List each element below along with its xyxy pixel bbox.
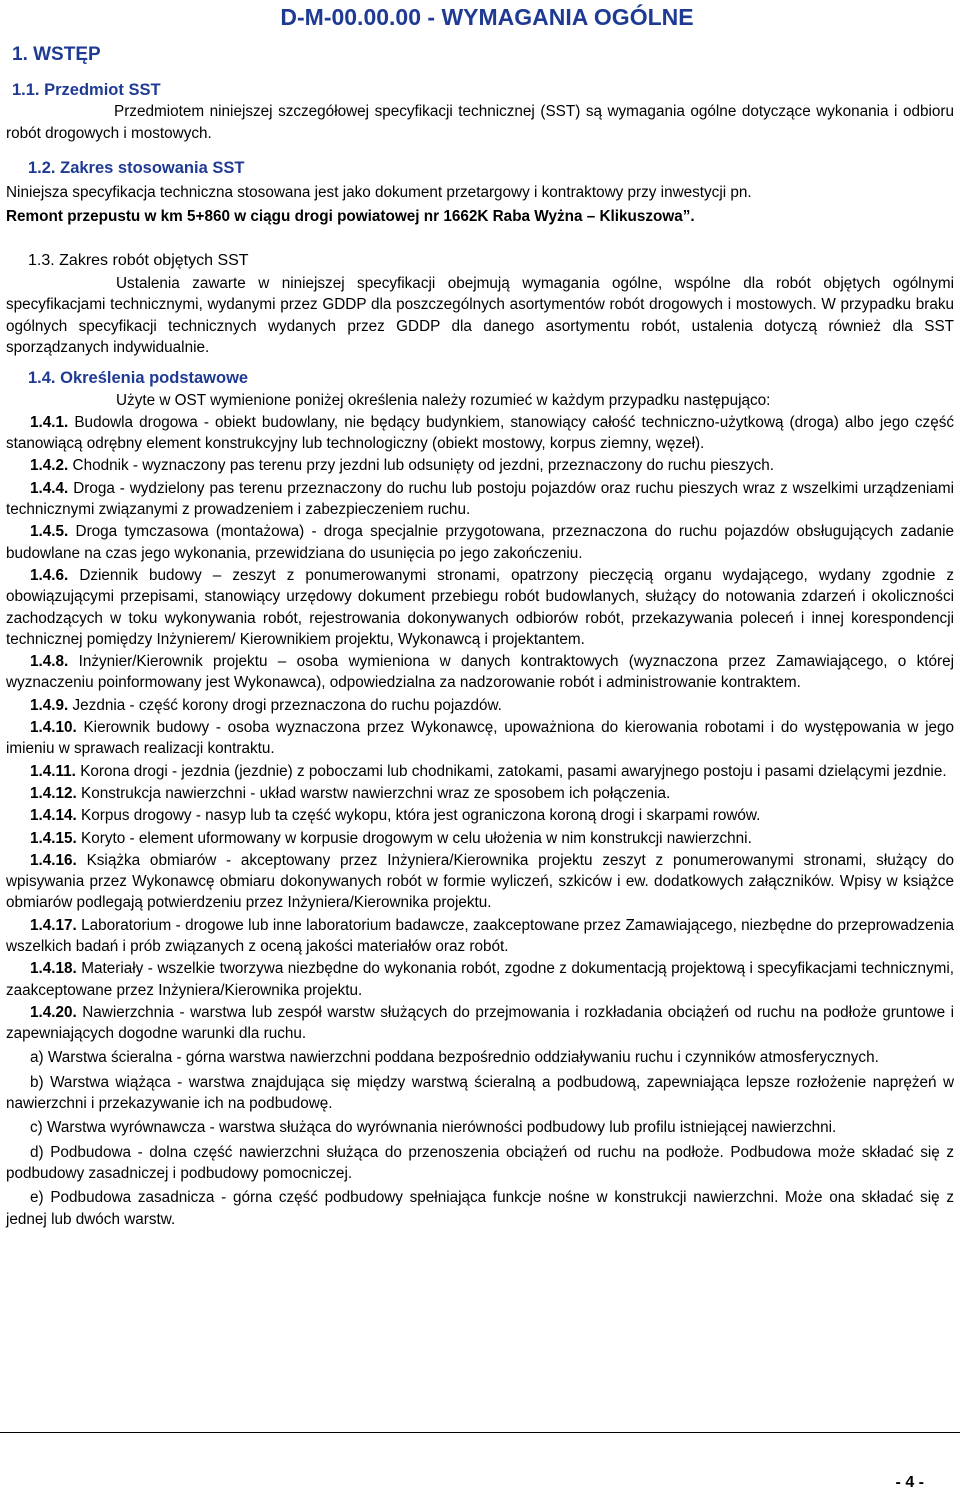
definition-item — [6, 717, 954, 760]
definition-number: 1.4.10. — [30, 719, 77, 737]
definition-text: Konstrukcja nawierzchni - układ warstw nawierzchni wraz ze sposobem ich połączenia. — [81, 784, 671, 802]
definition-number: 1.4.11. — [30, 762, 76, 780]
definition-number: 1.4.8. — [30, 653, 69, 671]
layer-letter: d) — [30, 1143, 44, 1161]
definition-item — [6, 958, 954, 1001]
definition-text: Korpus drogowy - nasyp lub ta część wykopu, która jest ograniczona koroną drogi i skarpami rowów. — [81, 807, 761, 825]
definition-item — [6, 850, 954, 914]
section-heading-intro: 1. WSTĘP — [12, 44, 101, 65]
definition-text: Książka obmiarów - akceptowany przez Inżyniera/Kierownika projektu zeszyt z ponumerowanymi stronami, służący do wpisywania przez Wykonawcę obmiaru dokonywanych robót w formie wyliczeń, szkiców i ew. dodatkowych załączników. Wpisy w książce obmiarów podlegają potwierdzeniu przez Inżyniera/Kierownika projektu. — [6, 851, 954, 912]
layer-text: Podbudowa - dolna część nawierzchni służąca do przenoszenia obciążeń od ruchu na podłoże. Podbudowa może składać się z podbudowy zasadniczej i podbudowy pomocniczej. — [6, 1143, 954, 1182]
definition-text: Korona drogi - jezdnia (jezdnie) z poboczami lub chodnikami, zatokami, pasami awaryjnego postoju i pasami dzielącymi jezdnie. — [80, 762, 947, 780]
paragraph-1-1: Przedmiotem niniejszej szczegółowej specyfikacji technicznej (SST) są wymagania ogólne dotyczące wykonania i odbioru robót drogowych i mostowych. — [6, 103, 954, 142]
paragraph-1-3: Ustalenia zawarte w niniejszej specyfikacji obejmują wymagania ogólne, wspólne dla robót objętych ogólnymi specyfikacjami technicznymi, wydanymi przez GDDP dla poszczególnych asortymentów robót drogowych i mostowych. W przypadku braku ogólnych specyfikacji technicznych wydanych przez GDDP dla danego asortymentu robót, ustalenia dotyczą również dla SST sporządzanych indywidualnie. — [6, 275, 954, 356]
footer-divider — [0, 1432, 960, 1433]
layer-text: Podbudowa zasadnicza - górna część podbudowy spełniająca funkcje nośne w konstrukcji nawierzchni. Może ona składać się z jednej lub dwóch warstw. — [6, 1189, 954, 1228]
subsection-title: Przedmiot SST — [44, 81, 161, 99]
definition-number: 1.4.9. — [30, 696, 69, 714]
definition-item — [6, 915, 954, 958]
subsection-heading-1-2 — [28, 158, 954, 179]
document-title: D-M-00.00.00 - WYMAGANIA OGÓLNE — [280, 4, 694, 30]
definition-number: 1.4.5. — [30, 523, 69, 541]
paragraph-1-2: Niniejsza specyfikacja techniczna stosowana jest jako dokument przetargowy i kontraktowy przy inwestycji pn. — [6, 184, 752, 202]
definition-item — [6, 828, 954, 849]
paragraph-1-2-project: Remont przepustu w km 5+860 w ciągu drogi powiatowej nr 1662K Raba Wyżna – Klikuszowa”. — [6, 208, 695, 226]
definition-item — [6, 412, 954, 455]
definition-item — [6, 761, 954, 782]
layer-item — [6, 1117, 954, 1138]
definition-text: Droga tymczasowa (montażowa) - droga specjalnie przygotowana, przeznaczona do ruchu pojazdów obsługujących zadanie budowlane na czas jego wykonania, przewidziana do usunięcia po jego zakończeniu. — [6, 523, 955, 562]
subsection-heading-1-4 — [28, 368, 954, 389]
layer-text: Warstwa wiążąca - warstwa znajdująca się między warstwą ścieralną a podbudową, zapewniająca lepsze rozłożenie naprężeń w nawierzchni i przekazywanie ich na podbudowę. — [6, 1073, 954, 1113]
definition-number: 1.4.18. — [30, 960, 77, 978]
subsection-number: 1.4. — [28, 369, 56, 388]
definition-item — [6, 521, 954, 564]
definition-text: Jezdnia - część korony drogi przeznaczona do ruchu pojazdów. — [72, 696, 502, 714]
subsection-title: Zakres robót objętych SST — [59, 251, 249, 269]
subsection-heading-1-3 — [28, 250, 954, 271]
definition-item — [6, 783, 954, 804]
definition-number: 1.4.1. — [30, 413, 69, 431]
definition-number: 1.4.14. — [30, 807, 77, 825]
layer-letter: a) — [30, 1049, 44, 1067]
definition-text: Budowla drogowa - obiekt budowlany, nie będący budynkiem, stanowiący całość techniczno-użytkową (droga) albo jego część stanowiącą odrębny element konstrukcyjny lub technologiczny (obiekt mostowy, korpus ziemny, węzeł). — [6, 413, 955, 453]
layer-item — [6, 1047, 954, 1068]
definition-text: Dziennik budowy – zeszyt z ponumerowanymi stronami, opatrzony pieczęcią organu wydającego, wydany zgodnie z obowiązującymi przepisami, stanowiący urzędowy dokument przebiegu robót budowlanych, służący do notowania zdarzeń i okoliczności zachodzących w toku wykonywania robót, rejestrowania dokonywanych odbiorów robót, przekazywania poleceń i innej korespondencji technicznej pomiędzy Inżynierem/ Kierownikiem projektu, Wykonawcą i projektantem. — [6, 566, 955, 648]
subsection-number: 1.3. — [28, 251, 55, 269]
definition-number: 1.4.12. — [30, 784, 77, 802]
layer-text: Warstwa ścieralna - górna warstwa nawierzchni poddana bezpośrednio oddziaływaniu ruchu i czynników atmosferycznych. — [47, 1049, 879, 1067]
definition-text: Koryto - element uformowany w korpusie drogowym w celu ułożenia w nim konstrukcji nawierzchni. — [81, 829, 752, 847]
definition-number: 1.4.15. — [30, 829, 77, 847]
definition-item — [6, 455, 954, 476]
subsection-title: Zakres stosowania SST — [60, 158, 245, 177]
definition-text: Laboratorium - drogowe lub inne laboratorium badawcze, zaakceptowane przez Zamawiającego, niezbędne do przeprowadzenia wszelkich badań i prób związanych z oceną jakości materiałów oraz robót. — [6, 916, 954, 955]
subsection-number: 1.1. — [12, 81, 40, 99]
definition-text: Nawierzchnia - warstwa lub zespół warstw służących do przejmowania i rozkładania obciążeń od ruchu na podłoże gruntowe i zapewniających dogodne warunki dla ruchu. — [6, 1003, 955, 1043]
subsection-title: Określenia podstawowe — [60, 369, 249, 388]
definition-item — [6, 651, 954, 694]
definition-text: Materiały - wszelkie tworzywa niezbędne do wykonania robót, zgodne z dokumentacją projektową i specyfikacjami technicznymi, zaakceptowane przez Inżyniera/Kierownika projektu. — [6, 960, 955, 999]
layers-list — [6, 1047, 954, 1229]
definition-number: 1.4.17. — [30, 916, 77, 934]
subsection-heading-1-1 — [12, 80, 954, 101]
definitions-list — [6, 412, 954, 1045]
definition-number: 1.4.20. — [30, 1003, 77, 1021]
definition-item — [6, 695, 954, 716]
definition-item — [6, 805, 954, 826]
definition-text: Droga - wydzielony pas terenu przeznaczony do ruchu lub postoju pojazdów oraz ruchu pieszych wraz z wszelkimi urządzeniami technicznymi związanymi z prowadzeniem i zabezpieczeniem ruchu. — [6, 479, 954, 519]
layer-item — [6, 1187, 954, 1230]
layer-text: Warstwa wyrównawcza - warstwa służąca do wyrównania nierówności podbudowy lub profilu istniejącej nawierzchni. — [47, 1119, 837, 1137]
definition-item — [6, 1002, 954, 1045]
document-body — [6, 80, 954, 1230]
layer-letter: b) — [30, 1073, 44, 1091]
layer-item — [6, 1142, 954, 1185]
definition-number: 1.4.16. — [30, 851, 77, 869]
layer-letter: e) — [30, 1189, 44, 1207]
page-number: - 4 - — [895, 1474, 924, 1491]
definition-item — [6, 565, 954, 650]
definition-item — [6, 478, 954, 521]
layer-letter: c) — [30, 1119, 43, 1137]
definition-number: 1.4.4. — [30, 479, 69, 497]
subsection-number: 1.2. — [28, 158, 56, 177]
paragraph-1-4-intro: Użyte w OST wymienione poniżej określenia należy rozumieć w każdym przypadku następująco: — [116, 391, 771, 409]
definition-text: Chodnik - wyznaczony pas terenu przy jezdni lub odsunięty od jezdni, przeznaczony do ruchu pieszych. — [72, 457, 775, 475]
definition-text: Inżynier/Kierownik projektu – osoba wymieniona w danych kontraktowych (wyznaczona przez Zamawiającego, o której wyznaczeniu poinformowany jest Wykonawca), odpowiedzialna za nadzorowanie robót i administrowanie kontraktem. — [6, 653, 955, 692]
layer-item — [6, 1072, 954, 1115]
definition-number: 1.4.2. — [30, 457, 69, 475]
definition-number: 1.4.6. — [30, 566, 69, 584]
definition-text: Kierownik budowy - osoba wyznaczona przez Wykonawcę, upoważniona do kierowania robotami i do występowania w jego imieniu w sprawach realizacji kontraktu. — [6, 719, 954, 758]
